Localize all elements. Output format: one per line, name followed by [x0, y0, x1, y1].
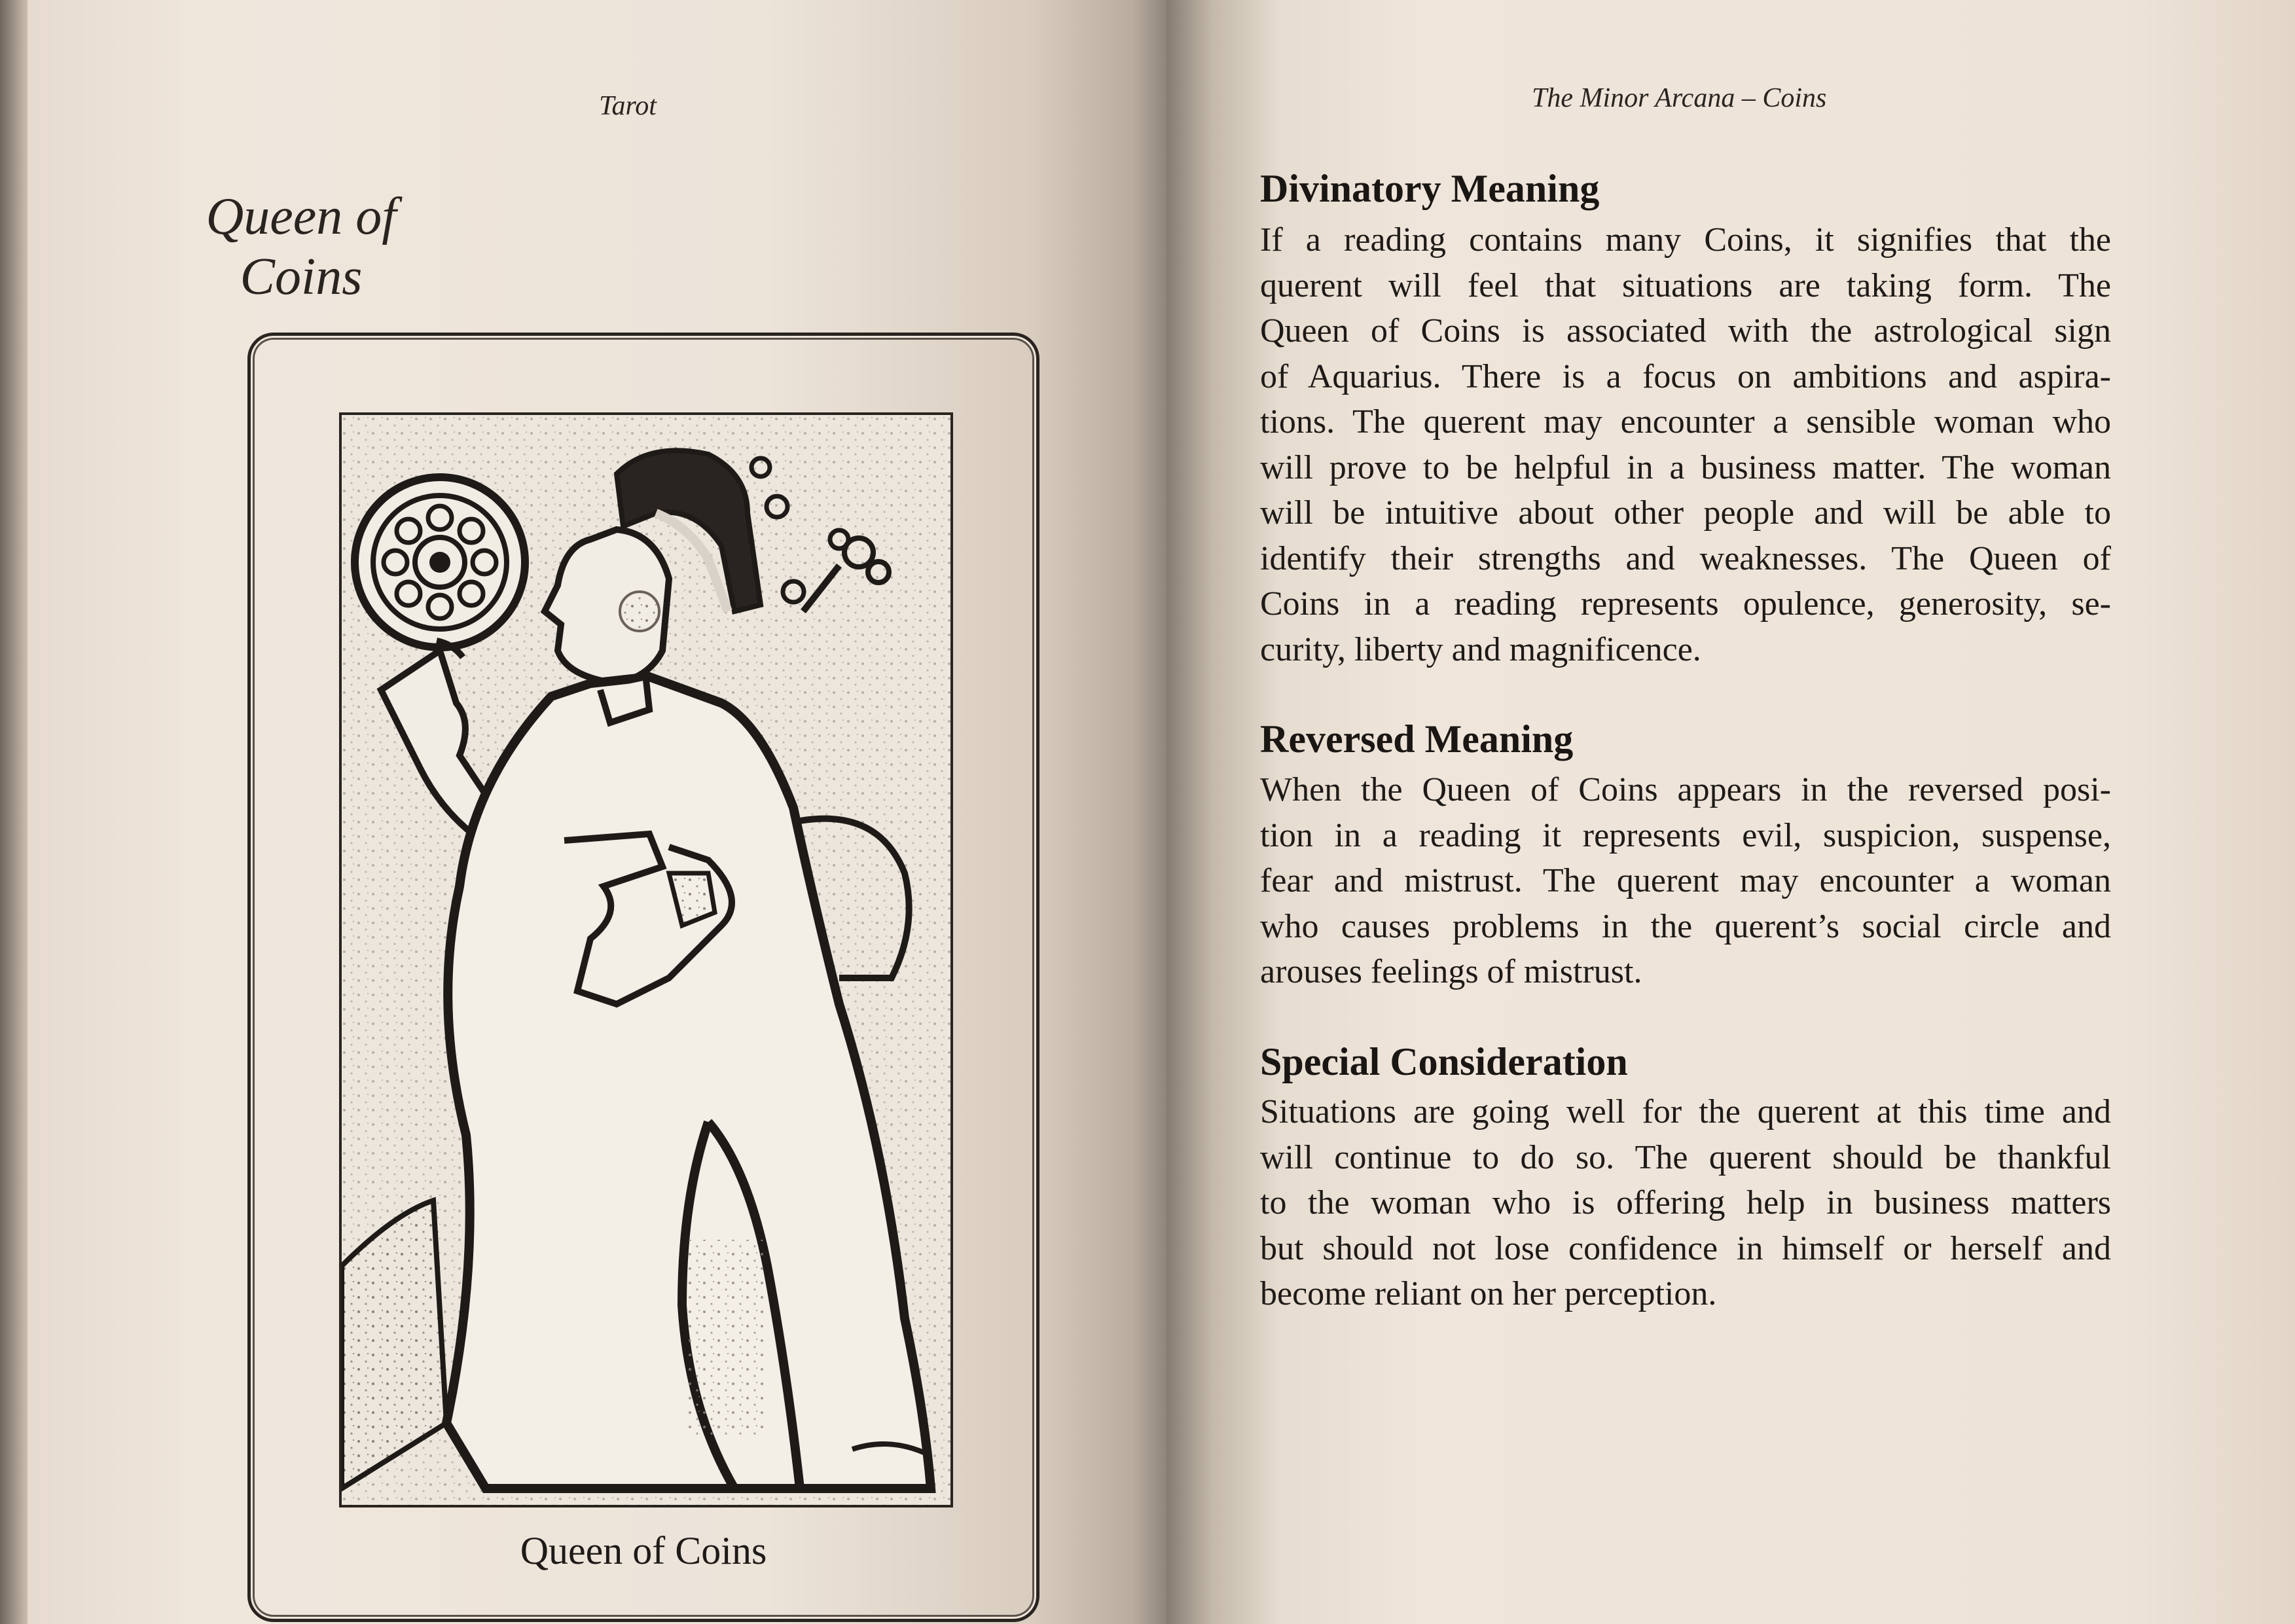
woodcut-drawing: [342, 415, 950, 1505]
text-line: Coins in a reading represents opulence, generosity, se-: [1260, 585, 2111, 623]
coin-icon: [355, 477, 525, 647]
text-line: will prove to be helpful in a business matter. The woman: [1260, 448, 2111, 486]
text-line: who causes problems in the querent’s social circle and: [1260, 907, 2111, 945]
text-line: Situations are going well for the querent at this time and: [1260, 1093, 2111, 1130]
text-line: but should not lose confidence in himself or herself and: [1260, 1229, 2111, 1267]
card-title-line: Queen of: [206, 188, 397, 245]
text-line: tions. The querent may encounter a sensible woman who: [1260, 403, 2111, 441]
section-heading-reversed: Reversed Meaning: [1260, 717, 1574, 761]
card-caption: Queen of Coins: [520, 1529, 767, 1572]
text-line: arouses feelings of mistrust.: [1260, 953, 1642, 990]
section-heading-divinatory: Divinatory Meaning: [1260, 167, 1600, 210]
running-head-left: Tarot: [599, 91, 657, 121]
running-head-right: The Minor Arcana – Coins: [1532, 83, 1827, 113]
text-line: of Aquarius. There is a focus on ambitions and aspira-: [1260, 357, 2111, 395]
card-title: [196, 187, 406, 307]
text-line: tion in a reading it represents evil, suspicion, suspense,: [1260, 816, 2111, 854]
text-line: become reliant on her perception.: [1260, 1275, 1717, 1312]
text-line: When the Queen of Coins appears in the reversed posi-: [1260, 771, 2111, 808]
text-line: Queen of Coins is associated with the astrological sign: [1260, 312, 2111, 350]
text-line: to the woman who is offering help in business matters: [1260, 1184, 2111, 1221]
section-body-divinatory: [1260, 217, 2111, 672]
section-body-special: [1260, 1089, 2111, 1317]
text-line: fear and mistrust. The querent may encounter a woman: [1260, 862, 2111, 899]
text-line: identify their strengths and weaknesses. The Queen of: [1260, 539, 2111, 577]
text-line: If a reading contains many Coins, it signifies that the: [1260, 221, 2111, 259]
card-title-line: Coins: [240, 248, 363, 306]
text-line: querent will feel that situations are taking form. The: [1260, 266, 2111, 304]
book-edge: [0, 0, 27, 1624]
section-heading-special: Special Consideration: [1260, 1040, 1628, 1083]
queen-of-coins-illustration: [339, 412, 953, 1507]
text-line: will continue to do so. The querent should be thankful: [1260, 1138, 2111, 1176]
section-body-reversed: [1260, 767, 2111, 995]
text-line: will be intuitive about other people and will be able to: [1260, 494, 2111, 532]
text-line: curity, liberty and magnificence.: [1260, 630, 1701, 668]
